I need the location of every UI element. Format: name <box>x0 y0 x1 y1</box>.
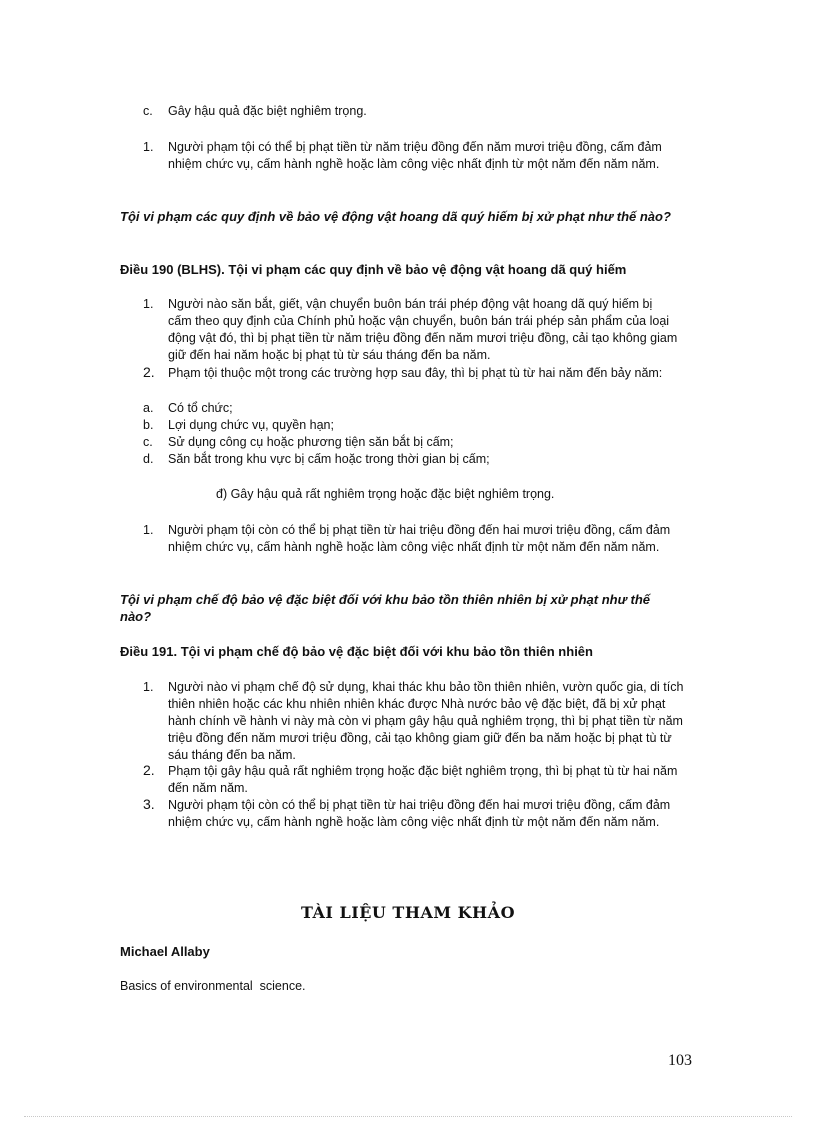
sublist-marker: a. <box>143 401 154 415</box>
page-number: 103 <box>668 1052 692 1069</box>
indented-item-text: đ) Gây hậu quả rất nghiêm trọng hoặc đặc biệt nghiêm trọng. <box>216 487 555 501</box>
list-marker: 2. <box>143 364 155 380</box>
sublist-marker: b. <box>143 418 154 432</box>
list-marker: 1. <box>143 680 154 694</box>
article-heading: Điều 191. Tội vi phạm chế độ bảo vệ đặc biệt đối với khu bảo tồn thiên nhiên <box>120 644 593 659</box>
list-item-text: Người phạm tội còn có thể bị phạt tiền từ hai triệu đồng đến hai mươi triệu đồng, cấm đảm nhiệm chức vụ, cấm hành nghề hoặc làm công việc nhất định từ một năm đến năm năm. <box>168 523 671 554</box>
list-item-text: Người phạm tội còn có thể bị phạt tiền từ hai triệu đồng đến hai mươi triệu đồng, cấm đảm nhiệm chức vụ, cấm hành nghề hoặc làm công việc nhất định từ một năm đến năm năm. <box>168 798 671 829</box>
list-marker: 1. <box>143 523 154 537</box>
reference-book: Basics of environmental science. <box>120 979 306 993</box>
question-heading: Tội vi phạm chế độ bảo vệ đặc biệt đối với khu bảo tồn thiên nhiên bị xử phạt như thế nào? <box>120 592 650 624</box>
sublist-item-text: Lợi dụng chức vụ, quyền hạn; <box>168 418 334 432</box>
list-marker: 1. <box>143 297 154 311</box>
list-item-text: Người nào săn bắt, giết, vận chuyển buôn bán trái phép động vật hoang dã quý hiếm bị cấm theo quy định của Chính phủ hoặc vận chuyển, buôn bán trái phép sản phẩm của loại động vật đó, thì bị phạt tiền từ năm triệu đồng đến năm mươi triệu đồng, cải tạo không giam giữ đến hai năm hoặc bị phạt tù từ sáu tháng đến ba năm. <box>168 297 678 362</box>
list-marker: 1. <box>143 140 154 154</box>
sublist-item-text: Sử dụng công cụ hoặc phương tiện săn bắt bị cấm; <box>168 435 454 449</box>
references-title: TÀI LIỆU THAM KHẢO <box>300 903 516 922</box>
list-marker: 2. <box>143 762 155 778</box>
question-heading: Tội vi phạm các quy định về bảo vệ động vật hoang dã quý hiếm bị xử phạt như thế nào? <box>120 209 671 224</box>
list-item-text: Phạm tội thuộc một trong các trường hợp sau đây, thì bị phạt tù từ hai năm đến bảy năm: <box>168 366 663 380</box>
list-item-text: Người phạm tội có thể bị phạt tiền từ năm triệu đồng đến năm mươi triệu đồng, cấm đảm nhiệm chức vụ, cấm hành nghề hoặc làm công việc nhất định từ một năm đến năm năm. <box>168 140 662 171</box>
list-item-text: Gây hậu quả đặc biệt nghiêm trọng. <box>168 104 367 118</box>
list-item-text: Phạm tội gây hậu quả rất nghiêm trọng hoặc đặc biệt nghiêm trọng, thì bị phạt tù từ hai năm đến năm năm. <box>168 764 678 795</box>
list-marker: c. <box>143 104 153 118</box>
sublist-marker: d. <box>143 452 154 466</box>
page-bottom-divider <box>24 1116 792 1117</box>
sublist-item-text: Săn bắt trong khu vực bị cấm hoặc trong thời gian bị cấm; <box>168 452 490 466</box>
sublist-item-text: Có tổ chức; <box>168 401 233 415</box>
article-heading: Điều 190 (BLHS). Tội vi phạm các quy định về bảo vệ động vật hoang dã quý hiếm <box>120 262 627 277</box>
list-item-text: Người nào vi phạm chế độ sử dụng, khai thác khu bảo tồn thiên nhiên, vườn quốc gia, di tích thiên nhiên hoặc các khu nhiên nhiên khác được Nhà nước bảo vệ đặc biệt, đã bị xử phạt hành chính về hành vi này mà còn vi phạm gây hậu quả nghiêm trọng, thì bị phạt tiền từ năm triệu đồng đến năm mươi triệu đồng, cải tạo không giam giữ đến ba năm hoặc bị phạt tù từ sáu tháng đến ba năm. <box>168 680 684 762</box>
list-marker: 3. <box>143 796 155 812</box>
reference-author: Michael Allaby <box>120 944 210 959</box>
sublist-marker: c. <box>143 435 153 449</box>
